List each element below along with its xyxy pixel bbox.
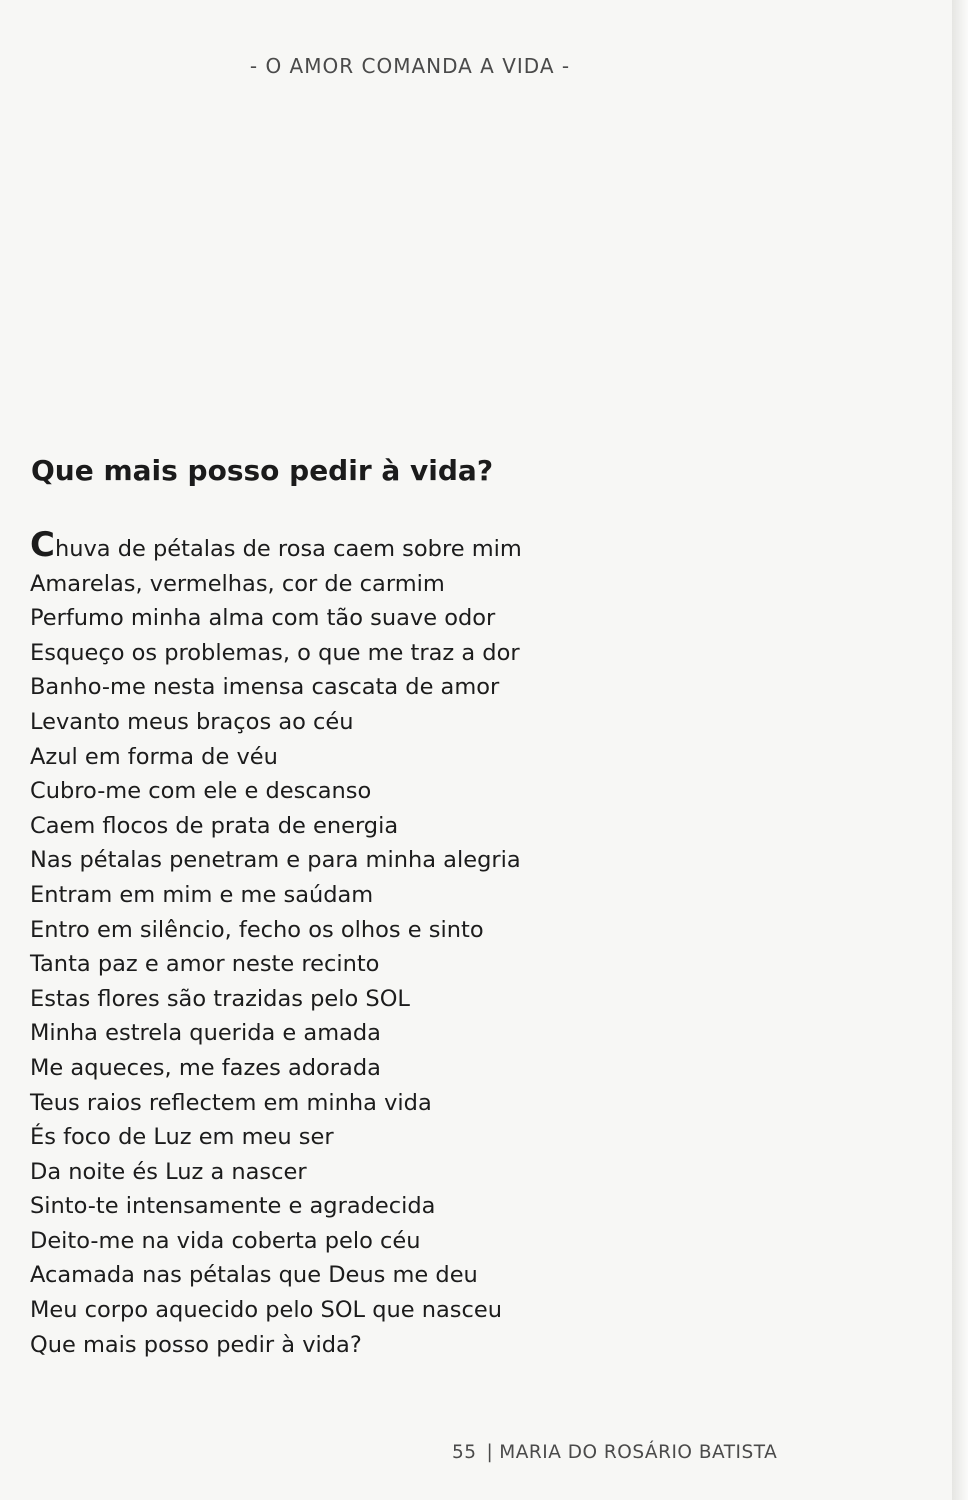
author-name: MARIA DO ROSÁRIO BATISTA [499,1442,778,1463]
poem-line: És foco de Luz em meu ser [30,1124,334,1151]
poem-line: Levanto meus braços ao céu [30,708,354,735]
poem-line: Meu corpo aquecido pelo SOL que nasceu [30,1297,503,1324]
poem-line: Azul em forma de véu [30,743,278,770]
poem-line [30,525,522,567]
poem-line: Entro em silêncio, fecho os olhos e sinto [30,916,484,943]
poem-line: Minha estrela querida e amada [30,1020,381,1047]
page-number: 55 [452,1442,477,1463]
poem-line: Nas pétalas penetram e para minha alegria [30,847,521,874]
poem-title: Que mais posso pedir à vida? [31,454,494,487]
poem-line-text: huva de pétalas de rosa caem sobre mim [54,536,522,562]
page-footer [452,1442,777,1463]
poem-line: Teus raios reflectem em minha vida [30,1089,432,1116]
poem-line: Perfumo minha alma com tão suave odor [30,605,496,632]
footer-separator: | [486,1442,494,1463]
poem-line: Entram em mim e me saúdam [30,881,374,908]
poem-line: Estas flores são trazidas pelo SOL [30,985,410,1012]
poem-line: Sinto-te intensamente e agradecida [30,1193,436,1220]
running-header: - O AMOR COMANDA A VIDA - [249,54,571,78]
page-edge [952,0,968,1500]
poem-line: Me aqueces, me fazes adorada [30,1054,381,1081]
poem-line: Amarelas, vermelhas, cor de carmim [30,570,445,597]
poem-line: Cubro-me com ele e descanso [30,778,372,805]
poem-line: Tanta paz e amor neste recinto [30,951,380,978]
poem-line: Que mais posso pedir à vida? [30,1331,362,1358]
poem-line: Esqueço os problemas, o que me traz a dor [30,639,520,666]
poem-line: Acamada nas pétalas que Deus me deu [30,1262,478,1289]
poem-body [30,525,522,1362]
poem-line: Banho-me nesta imensa cascata de amor [30,674,500,701]
poem-line: Da noite és Luz a nascer [30,1158,307,1185]
poem-line: Caem flocos de prata de energia [30,812,399,839]
poem-line: Deito-me na vida coberta pelo céu [30,1227,421,1254]
drop-cap: C [30,525,55,565]
